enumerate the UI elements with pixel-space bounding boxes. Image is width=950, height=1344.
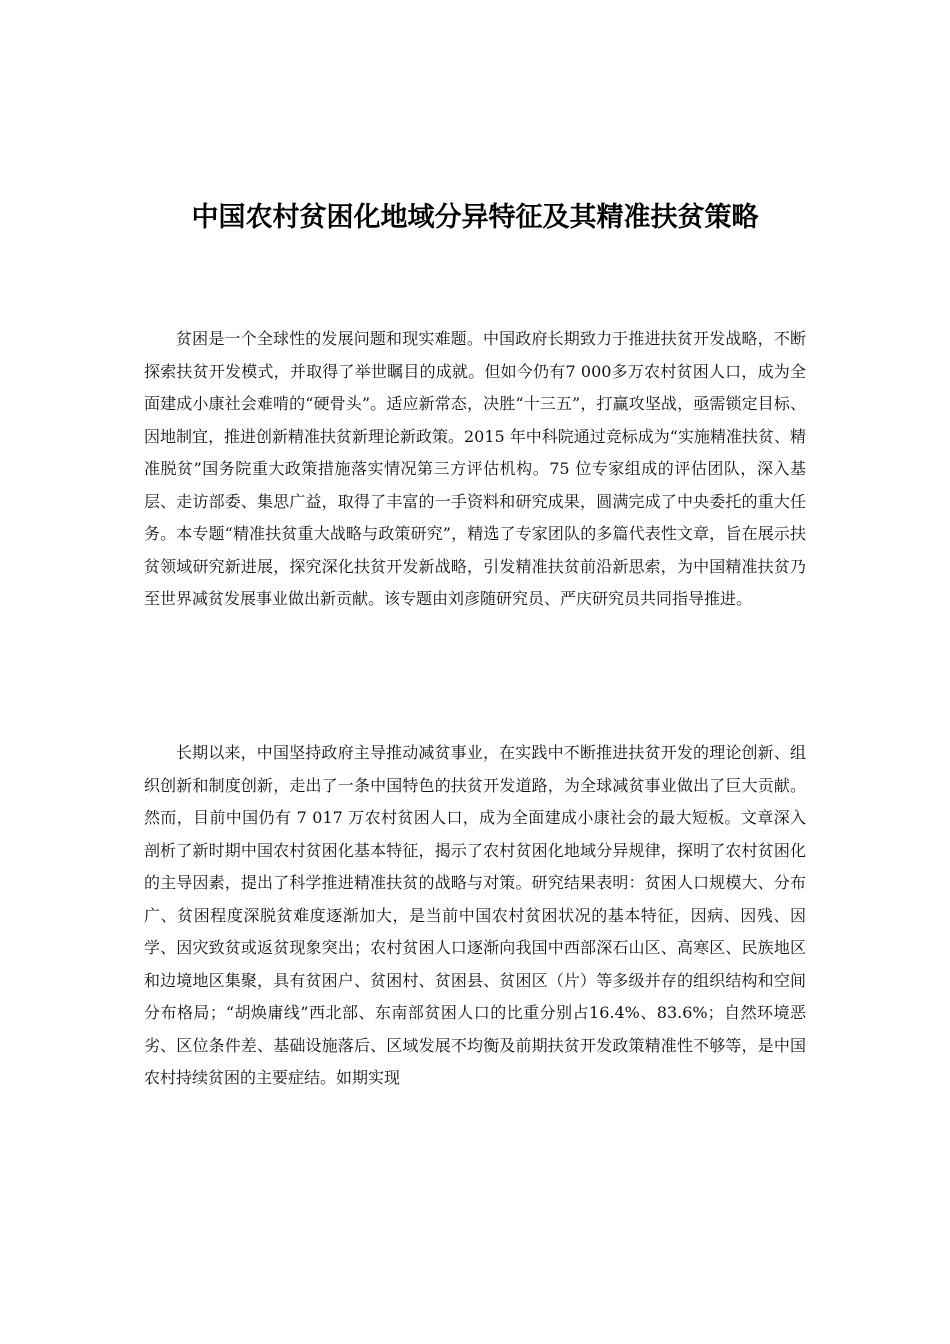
- body-paragraph: 贫困是一个全球性的发展问题和现实难题。中国政府长期致力于推进扶贫开发战略，不断探索扶贫开发模式，并取得了举世瞩目的成就。但如今仍有7 000多万农村贫困人口，成为全面建成小康社会难啃的“硬骨头”。适应新常态，决胜“十三五”，打赢攻坚战，亟需锁定目标、因地制宜，推进创新精准扶贫新理论新政策。2015 年中科院通过竞标成为“实施精准扶贫、精准脱贫”国务院重大政策措施落实情况第三方评估机构。75 位专家组成的评估团队，深入基层、走访部委、集思广益，取得了丰富的一手资料和研究成果，圆满完成了中央委托的重大任务。本专题“精准扶贫重大战略与政策研究”，精选了专家团队的多篇代表性文章，旨在展示扶贫领域研究新进展，探究深化扶贫开发新战略，引发精准扶贫前沿新思索，为中国精准扶贫乃至世界减贫发展事业做出新贡献。该专题由刘彦随研究员、严庆研究员共同指导推进。: [144, 329, 806, 608]
- body-paragraph: 长期以来，中国坚持政府主导推动减贫事业，在实践中不断推进扶贫开发的理论创新、组织创新和制度创新，走出了一条中国特色的扶贫开发道路，为全球减贫事业做出了巨大贡献。然而，目前中国仍有 7 017 万农村贫困人口，成为全面建成小康社会的最大短板。文章深入剖析了新时期中国农村贫困化基本特征，揭示了农村贫困化地域分异规律，探明了农村贫困化的主导因素，提出了科学推进精准扶贫的战略与对策。研究结果表明：贫困人口规模大、分布广、贫困程度深脱贫难度逐渐加大，是当前中国农村贫困状况的基本特征，因病、因残、因学、因灾致贫或返贫现象突出；农村贫困人口逐渐向我国中西部深石山区、高寒区、民族地区和边境地区集聚，具有贫困户、贫困村、贫困县、贫困区（片）等多级并存的组织结构和空间分布格局；“胡焕庸线”西北部、东南部贫困人口的比重分别占16.4%、83.6%；自然环境恶劣、区位条件差、基础设施落后、区域发展不均衡及前期扶贫开发政策精准性不够等，是中国农村持续贫困的主要症结。如期实现: [144, 743, 806, 1087]
- document-title: 中国农村贫困化地域分异特征及其精准扶贫策略: [191, 202, 759, 233]
